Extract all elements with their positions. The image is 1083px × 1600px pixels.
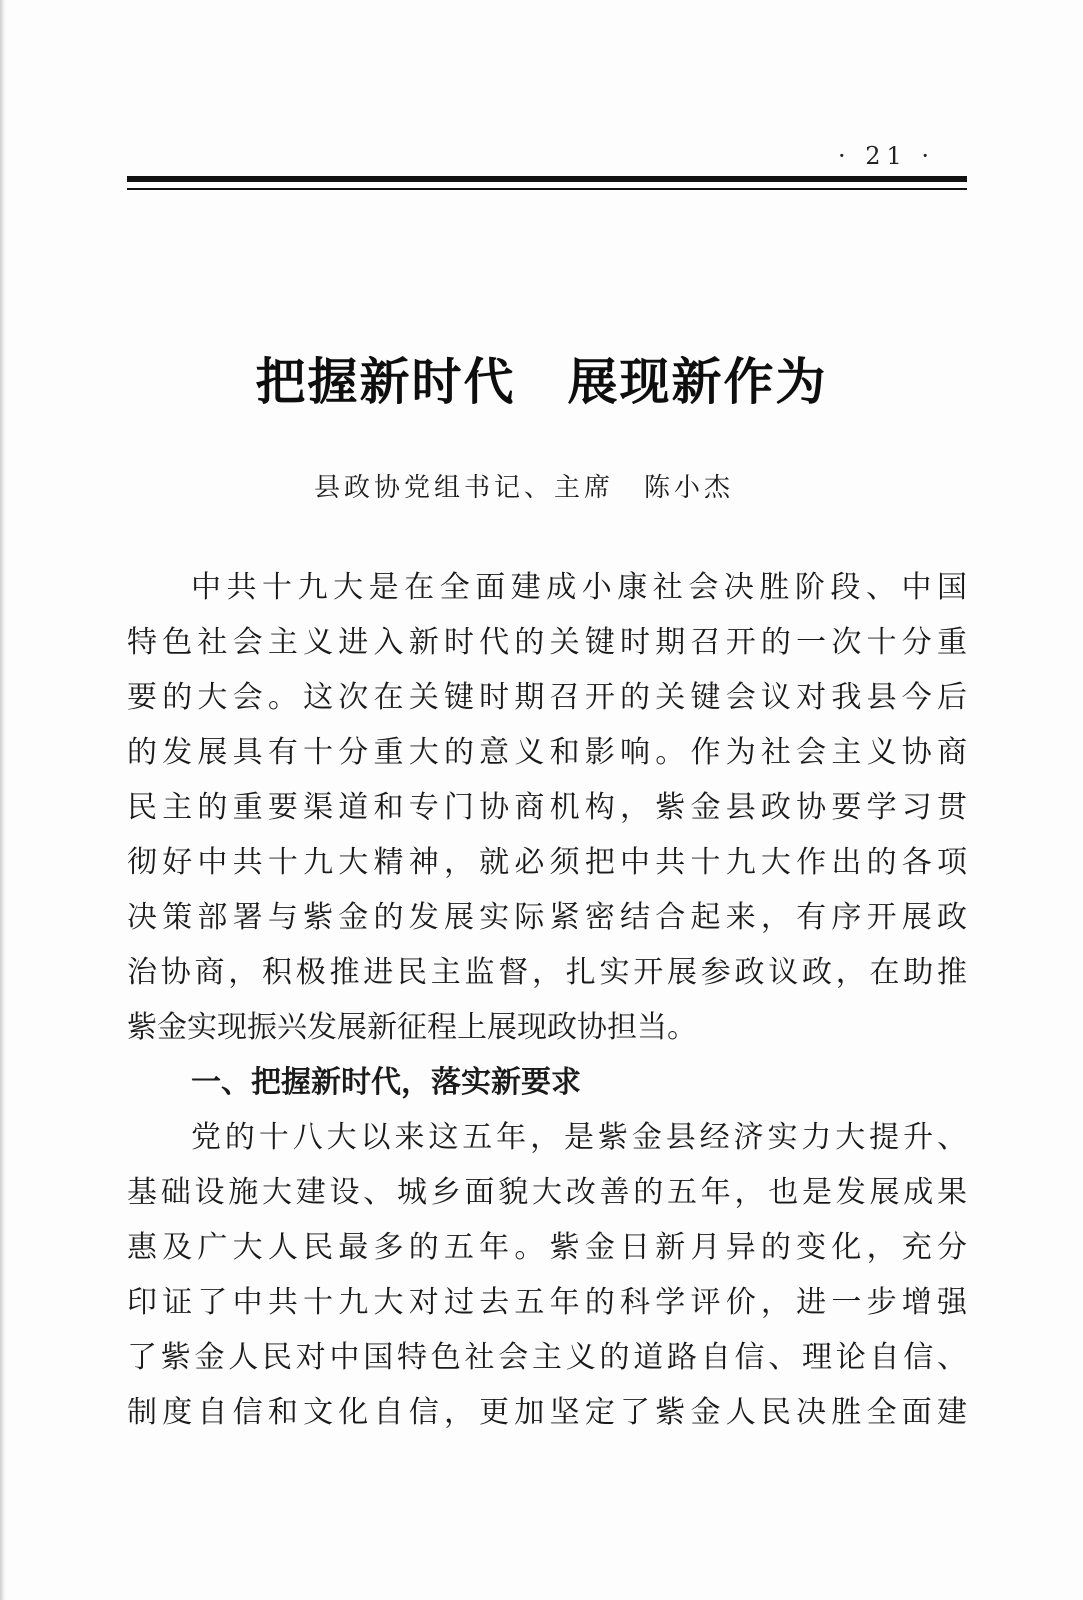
body-line: 印证了中共十九大对过去五年的科学评价，进一步增强 [127,1285,967,1320]
body-line: 中共十九大是在全面建成小康社会决胜阶段、中国 [191,570,967,605]
body-line: 基础设施大建设、城乡面貌大改善的五年，也是发展成果 [127,1175,967,1210]
body-line: 治协商，积极推进民主监督，扎实开展参政议政，在助推 [127,955,967,990]
body-line: 了紫金人民对中国特色社会主义的道路自信、理论自信、 [127,1340,967,1375]
body-line: 的发展具有十分重大的意义和影响。作为社会主义协商 [127,735,967,770]
article-title: 把握新时代 展现新作为 [255,352,828,411]
body-line: 惠及广大人民最多的五年。紫金日新月异的变化，充分 [127,1230,967,1265]
body-line: 彻好中共十九大精神，就必须把中共十九大作出的各项 [127,845,967,880]
header-rule-thick [127,176,967,182]
header-rule-thin [127,188,967,190]
body-line: 特色社会主义进入新时代的关键时期召开的一次十分重 [127,625,967,660]
body-line: 制度自信和文化自信，更加坚定了紫金人民决胜全面建 [127,1395,967,1430]
section-heading: 一、把握新时代，落实新要求 [191,1065,581,1100]
article-byline: 县政协党组书记、主席 陈小杰 [314,473,735,503]
body-line: 党的十八大以来这五年，是紫金县经济实力大提升、 [191,1120,967,1155]
body-line: 民主的重要渠道和专门协商机构，紫金县政协要学习贯 [127,790,967,825]
body-line: 紫金实现振兴发展新征程上展现政协担当。 [127,1010,697,1045]
body-line: 要的大会。这次在关键时期召开的关键会议对我县今后 [127,680,967,715]
article-body [127,560,967,1440]
body-line: 决策部署与紫金的发展实际紧密结合起来，有序开展政 [127,900,967,935]
scan-edge-shadow [0,0,6,1600]
page-number: · 21 · [837,142,935,170]
